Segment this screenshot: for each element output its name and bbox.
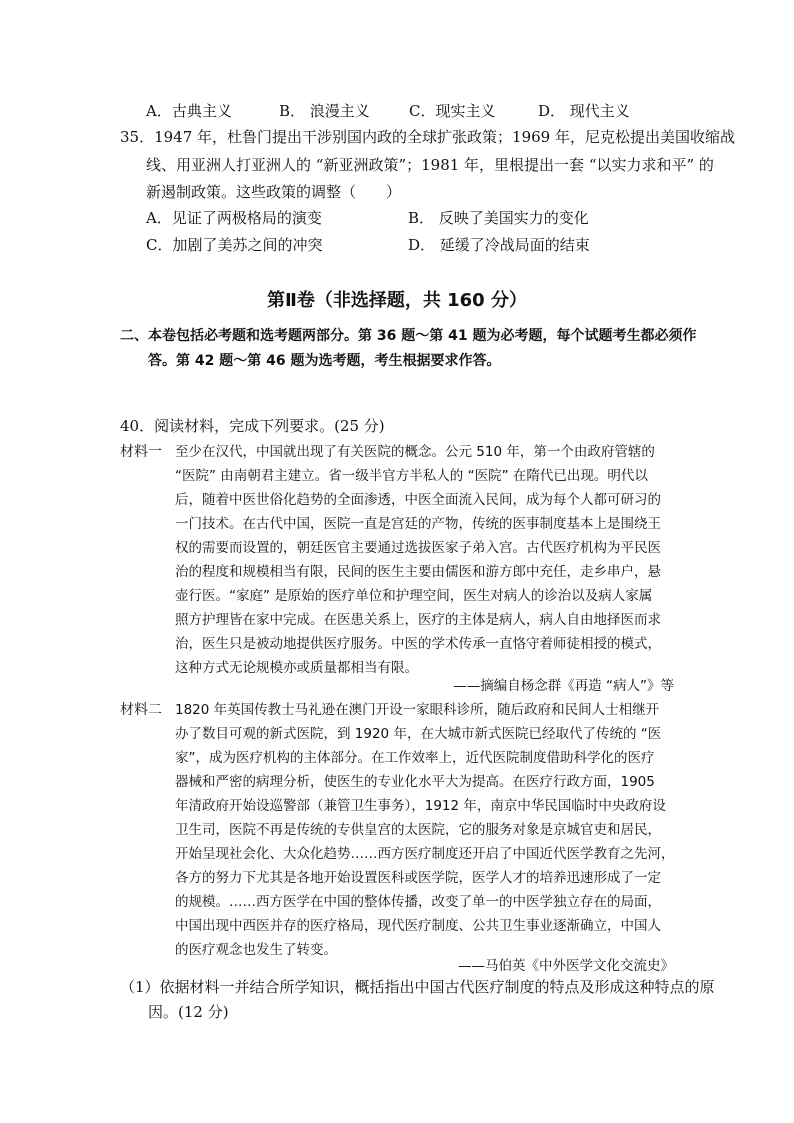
material-1-source: ——摘编自杨念群《再造 “病人”》等 — [453, 678, 674, 694]
material-1-line: 后，随着中医世俗化趋势的全面渗透，中医全面流入民间，成为每个人都可研习的 — [175, 492, 661, 508]
material-2-label: 材料二 — [120, 702, 162, 718]
material-2-line: 的医疗观念也发生了转变。 — [175, 942, 337, 958]
instructions-line-1: 二、本卷包括必考题和选考题两部分。第 36 题～第 41 题为必考题，每个试题考生都必须作 — [120, 328, 697, 344]
q34-option-b: B． 浪漫主义 — [279, 102, 370, 120]
material-2-line: 开始呈现社会化、大众化趋势……西方医疗制度还开启了中国近代医学教育之先河， — [175, 846, 675, 862]
q40-part1-line-1: （1）依据材料一并结合所学知识，概括指出中国古代医疗制度的特点及形成这种特点的原 — [120, 978, 715, 996]
material-1-line: 治，医生只是被动地提供医疗服务。中医的学术传承一直恪守着师徒相授的模式， — [175, 636, 661, 652]
material-1-line: 治的程度和规模相当有限，民间的医生主要由儒医和游方郎中充任，走乡串户，悬 — [175, 564, 661, 580]
q35-option-c: C．加剧了美苏之间的冲突 — [146, 236, 323, 254]
material-2-line: 年清政府开始设巡警部（兼管卫生事务），1912 年，南京中华民国临时中央政府设 — [175, 798, 666, 814]
material-1-line: 至少在汉代，中国就出现了有关医院的概念。公元 510 年，第一个由政府管辖的 — [175, 444, 655, 460]
material-1-line: 壶行医。“家庭” 是原始的医疗单位和护理空间，医生对病人的诊治以及病人家属 — [175, 588, 653, 604]
instructions-line-2: 答。第 42 题～第 46 题为选考题，考生根据要求作答。 — [148, 353, 501, 369]
q34-option-a: A．古典主义 — [146, 102, 232, 120]
section-title: 第Ⅱ卷（非选择题，共 160 分） — [267, 290, 527, 311]
material-2-source: ——马伯英《中外医学文化交流史》 — [458, 958, 674, 974]
q35-option-d: D． 延缓了冷战局面的结束 — [408, 236, 590, 254]
material-2-line: 各方的努力下尤其是各地开始设置医科或医学院，医学人才的培养迅速形成了一定 — [175, 870, 661, 886]
material-1-line: “医院” 由南朝君主建立。省一级半官方半私人的 “医院” 在隋代已出现。明代以 — [175, 468, 648, 484]
material-2-line: 办了数目可观的新式医院，到 1920 年，在大城市新式医院已经取代了传统的 “医 — [175, 726, 662, 742]
q34-option-c: C．现实主义 — [409, 102, 496, 120]
material-2-line: 中国出现中西医并存的医疗格局，现代医疗制度、公共卫生事业逐渐确立，中国人 — [175, 918, 661, 934]
q35-option-a: A．见证了两极格局的演变 — [146, 209, 322, 227]
material-1-label: 材料一 — [120, 444, 162, 460]
material-1-line: 这种方式无论规模亦或质量都相当有限。 — [175, 660, 418, 676]
q40-part1-line-2: 因。(12 分) — [148, 1003, 229, 1021]
material-1-line: 权的需要而设置的，朝廷医官主要通过选拔医家子弟入宫。古代医疗机构为平民医 — [175, 540, 661, 556]
q35-option-b: B． 反映了美国实力的变化 — [408, 209, 589, 227]
material-2-line: 卫生司，医院不再是传统的专供皇宫的太医院，它的服务对象是京城官吏和居民， — [175, 822, 661, 838]
material-1-line: 照方护理皆在家中完成。在医患关系上，医疗的主体是病人，病人自由地择医而求 — [175, 612, 661, 628]
q34-option-d: D． 现代主义 — [538, 102, 630, 120]
material-2-line: 1820 年英国传教士马礼逊在澳门开设一家眼科诊所，随后政府和民间人士相继开 — [175, 702, 660, 718]
q35-line-2: 线、用亚洲人打亚洲人的 “新亚洲政策”；1981 年，里根提出一套 “以实力求和平” 的 — [146, 156, 714, 174]
material-2-line: 家”，成为医疗机构的主体部分。在工作效率上，近代医院制度借助科学化的医疗 — [175, 750, 655, 766]
q35-line-1: 35．1947 年，杜鲁门提出干涉别国内政的全球扩张政策；1969 年，尼克松提出美国收缩战 — [120, 128, 735, 146]
q40-header: 40．阅读材料，完成下列要求。(25 分) — [120, 417, 385, 435]
material-1-line: 一门技术。在古代中国，医院一直是宫廷的产物，传统的医事制度基本上是围绕王 — [175, 516, 661, 532]
material-2-line: 器械和严密的病理分析，使医生的专业化水平大为提高。在医疗行政方面，1905 — [175, 774, 655, 790]
q35-line-3: 新遏制政策。这些政策的调整（ ） — [146, 183, 402, 201]
material-2-line: 的规模。……西方医学在中国的整体传播，改变了单一的中医学独立存在的局面， — [175, 894, 661, 910]
